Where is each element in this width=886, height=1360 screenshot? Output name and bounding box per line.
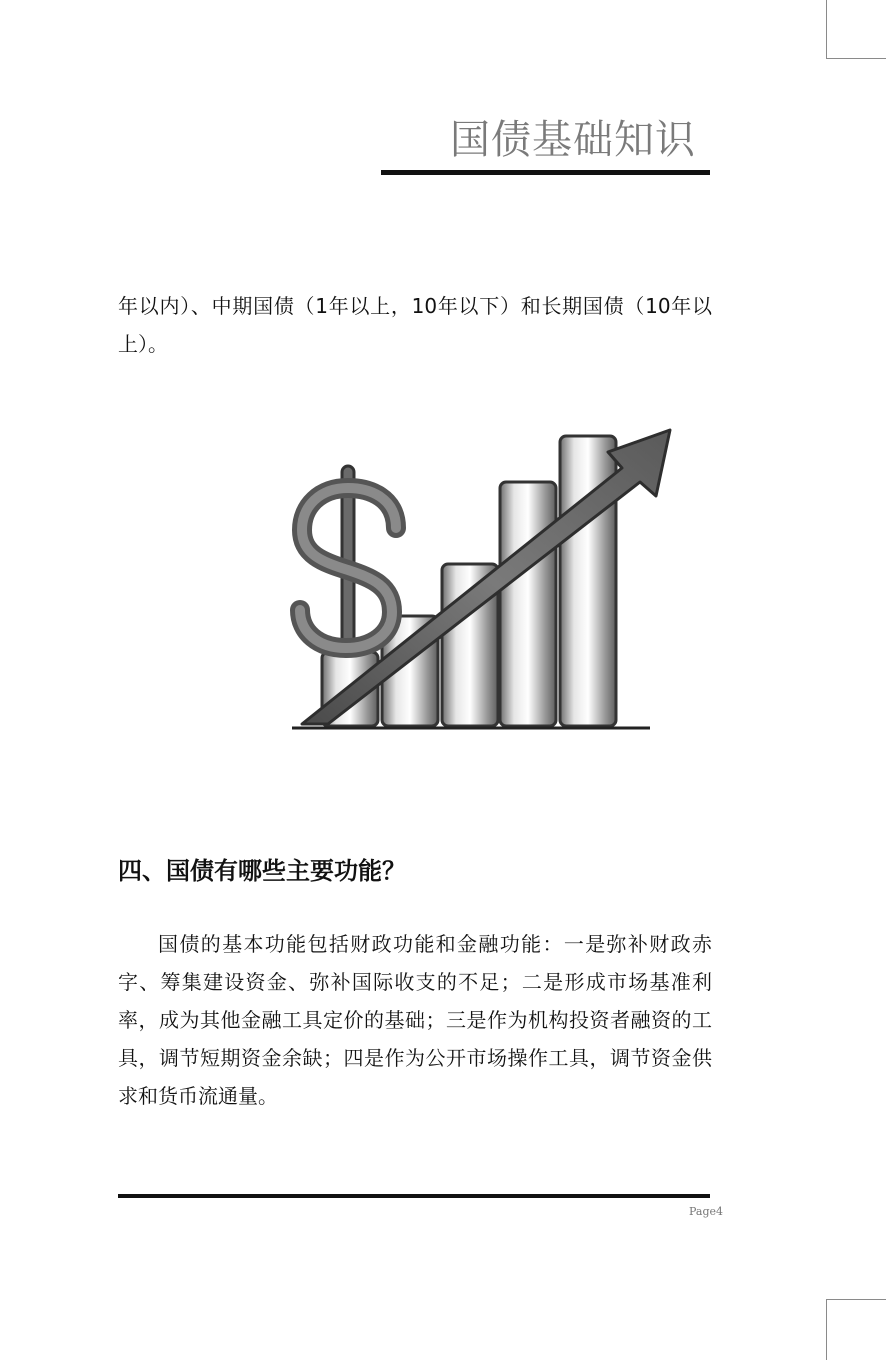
crop-mark-bottom: [826, 1299, 886, 1360]
dollar-growth-chart-icon: [288, 420, 688, 740]
paragraph-term-types: 年以内）、中期国债（1年以上，10年以下）和长期国债（10年以上）。: [118, 294, 712, 356]
page-number: Page4: [688, 1205, 723, 1218]
bar-4: [500, 482, 556, 726]
paragraph-functions: 国债的基本功能包括财政功能和金融功能：一是弥补财政赤字、筹集建设资金、弥补国际收支的不足；二是形成市场基准利率，成为其他金融工具定价的基础；三是作为机构投资者融资的工具，调节短期资金余缺；四是作为公开市场操作工具，调节资金供求和货币流通量。: [118, 932, 712, 1108]
page-title: 国债基础知识: [450, 117, 696, 163]
dollar-sign-icon: [300, 466, 396, 648]
title-underline: [381, 170, 710, 175]
section-heading: 四、国债有哪些主要功能？: [118, 857, 406, 885]
footer-rule: [118, 1194, 710, 1198]
crop-mark-top: [826, 0, 886, 59]
